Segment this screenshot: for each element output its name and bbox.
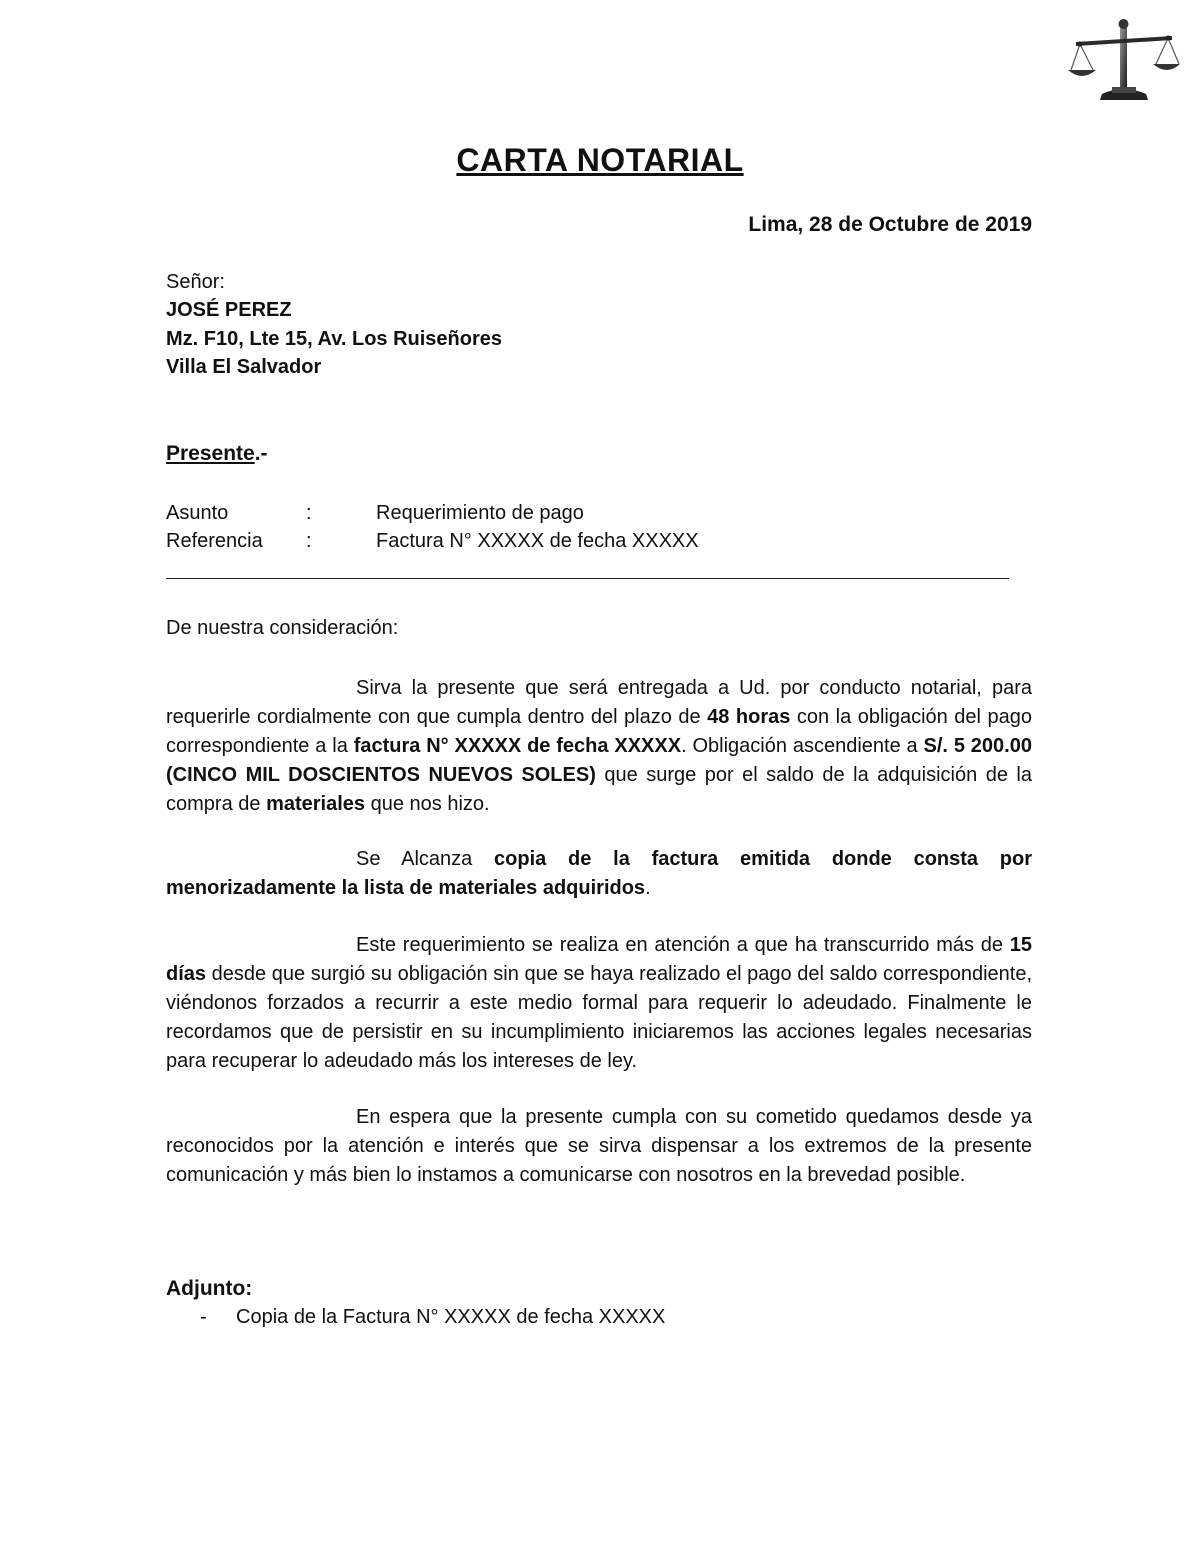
para1-text-1: Sirva la presente que será entregada a Ud. por conducto notarial, para requerirle cordialmente con que cumpla dentro del plazo de	[166, 677, 1032, 728]
referencia-colon: :	[306, 530, 312, 552]
asunto-label: Asunto	[166, 502, 229, 524]
presente-suffix: .-	[254, 442, 268, 465]
presente-word: Presente	[166, 442, 255, 465]
para1-bold-3: S/. 5 200.00 (CINCO MIL DOSCIENTOS NUEVOS SOLES)	[166, 735, 1032, 786]
adjunto-item	[200, 1306, 665, 1329]
separator-line	[166, 578, 1009, 579]
salutation: Señor:	[166, 271, 225, 293]
para3-text-1: Este requerimiento se realiza en atención a que ha transcurrido más de	[356, 934, 1010, 956]
recipient-name: JOSÉ PEREZ	[166, 299, 292, 321]
para3-text-2: desde que surgió su obligación sin que se haya realizado el pago del saldo correspondiente, viéndonos forzados a recurrir a este medio formal para requerir lo adeudado. Finalmente le recordamos que de persistir en su incumplimiento iniciaremos las acciones legales necesarias para recuperar lo adeudado más los intereses de ley.	[166, 963, 1032, 1072]
para1-text-5: que nos hizo.	[365, 793, 490, 815]
asunto-value: Requerimiento de pago	[376, 502, 584, 524]
list-bullet: -	[200, 1306, 207, 1328]
asunto-colon: :	[306, 502, 312, 524]
para1-bold-4: materiales	[266, 793, 366, 815]
para1-bold-1: 48 horas	[707, 706, 791, 728]
paragraph-2	[166, 845, 1032, 903]
greeting: De nuestra consideración:	[166, 617, 399, 639]
para2-text-2: .	[645, 877, 651, 899]
referencia-value: Factura N° XXXXX de fecha XXXXX	[376, 530, 699, 552]
para4-text-1: En espera que la presente cumpla con su cometido quedamos desde ya reconocidos por la atención e interés que se sirva dispensar a los extremos de la presente comunicación y más bien lo instamos a comunicarse con nosotros en la brevedad posible.	[166, 1106, 1032, 1186]
referencia-label: Referencia	[166, 530, 263, 552]
paragraph-3	[166, 931, 1032, 1076]
asunto-row	[166, 502, 584, 525]
adjunto-heading: Adjunto:	[166, 1277, 253, 1300]
recipient-address-line2: Villa El Salvador	[166, 356, 322, 378]
paragraph-1	[166, 674, 1032, 819]
letter-date: Lima, 28 de Octubre de 2019	[748, 213, 1032, 236]
paragraph-4	[166, 1103, 1032, 1190]
recipient-address-line1: Mz. F10, Lte 15, Av. Los Ruiseñores	[166, 328, 503, 350]
para2-text-1: Se Alcanza	[356, 848, 495, 870]
adjunto-item-text: Copia de la Factura N° XXXXX de fecha XXXXX	[236, 1306, 666, 1328]
document-title: CARTA NOTARIAL	[456, 142, 744, 178]
referencia-row	[166, 530, 699, 553]
para3-bold-1: 15 días	[166, 934, 1032, 985]
para1-text-2: con la obligación del pago correspondiente a la	[166, 706, 1032, 757]
para2-bold-1: copia de la factura emitida donde consta por menorizadamente la lista de materiales adquiridos	[166, 848, 1033, 899]
scales-of-justice-icon	[1068, 14, 1180, 106]
presente-heading	[166, 442, 268, 466]
para1-bold-2: factura N° XXXXX de fecha XXXXX	[353, 735, 682, 757]
para1-text-4: que surge por el saldo de la adquisición de la compra de	[166, 764, 1032, 815]
para1-text-3: . Obligación ascendiente a	[681, 735, 924, 757]
